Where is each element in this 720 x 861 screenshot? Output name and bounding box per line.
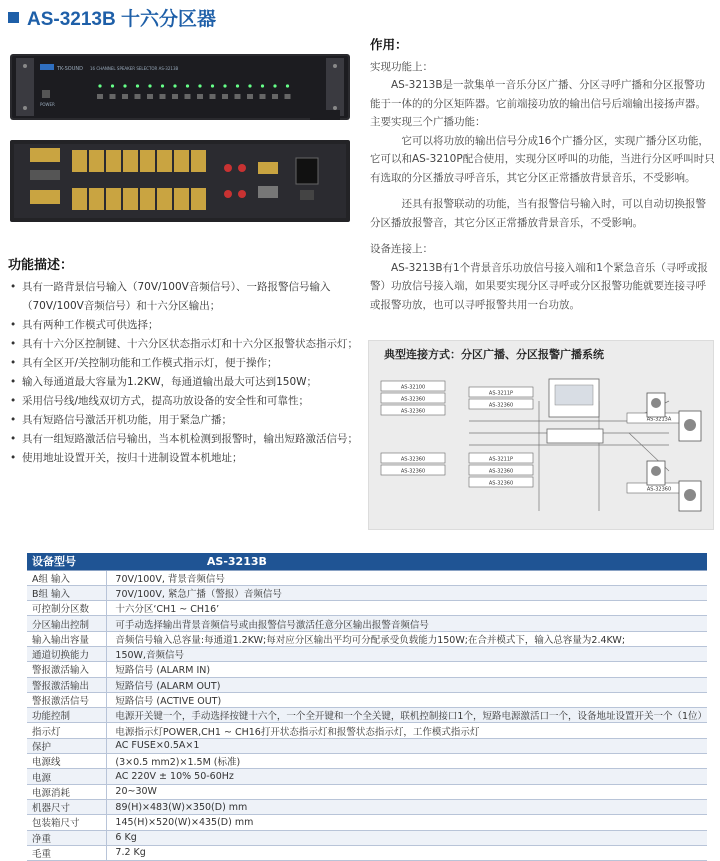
feature-text: 具有短路信号激活开机功能，用于紧急广播； [22,414,232,426]
title-square-icon [8,12,19,23]
channel-led-icon [148,84,151,87]
output-terminal-icon [174,150,189,172]
bullet-icon: • [10,433,17,445]
power-label-text: POWER [40,102,55,107]
feature-item [8,373,358,392]
channel-key-icon [122,94,128,99]
spec-row [27,631,707,646]
diagram-device-label: AS-32360 [488,468,514,475]
diagram-device-label: AS-32360 [400,396,426,403]
feature-item [8,278,358,316]
bullet-icon: • [10,376,17,388]
output-terminal-icon [157,188,172,210]
spec-row [27,784,707,799]
spec-label: 警报激活输出 [27,677,107,692]
channel-key-icon [272,94,278,99]
spec-row [27,769,707,784]
output-terminal-icon [72,188,87,210]
usage-sub-heading-connection: 设备连接上： [370,243,433,255]
functions-heading: 功能描述： [8,258,74,273]
channel-led-icon [211,84,214,87]
channel-key-icon [247,94,253,99]
usage-sub-heading-function: 实现功能上： [370,60,433,73]
feature-item [8,316,358,335]
channel-key-icon [135,94,141,99]
spec-label: 净重 [27,830,107,845]
channel-led-icon [98,84,101,87]
channel-led-icon [286,84,289,87]
output-terminal-icon [157,150,172,172]
spec-label: 电源消耗 [27,784,107,799]
spec-value: AC 220V ± 10% 50-60Hz [107,769,707,784]
spec-value: 145(H)×520(W)×435(D) mm [107,815,707,830]
spec-table-header-row [27,553,707,570]
spec-value: 89(H)×483(W)×350(D) mm [107,799,707,814]
spec-row [27,677,707,692]
feature-item [8,354,358,373]
channel-led-icon [248,84,251,87]
feature-text: 具有两种工作模式可供选择； [22,319,159,331]
spec-label: 功能控制 [27,708,107,723]
usage-paragraph-1: AS-3213B是一款集单一音乐分区广播、分区寻呼广播和分区报警功能于一体的的分区矩阵器。它前端接功放的输出信号后端输出接扬声器。主要实现三个广播功能： [370,79,706,128]
output-terminal-icon [191,188,206,210]
channel-key-icon [172,94,178,99]
spec-row [27,570,707,585]
spec-value: AC FUSE×0.5A×1 [107,738,707,753]
spec-label: 可控制分区数 [27,601,107,616]
channel-key-icon [185,94,191,99]
page-title-bar [8,6,216,28]
spec-value: 150W,音频信号 [107,646,707,661]
spec-value: 音频信号输入总容量:每通道1.2KW;每对应分区输出平均可分配承受负载能力150W;在合并模式下，输入总容量为2.4KW; [107,631,707,646]
channel-key-icon [285,94,291,99]
spec-table [27,553,707,861]
feature-text: 具有十六分区控制键、十六分区状态指示灯和十六分区报警状态指示灯； [22,338,358,350]
spec-row [27,708,707,723]
feature-text: 使用地址设置开关，按归十进制设置本机地址； [22,452,243,464]
diagram-device-label: AS-32360 [646,486,672,493]
output-terminal-icon [89,150,104,172]
spec-value: 电源开关键一个，手动选择按键十六个，一个全开键和一个全关键，联机控制接口1个，短路电源激活口一个，设备地址设置开关一个（1位） [107,708,707,723]
diagram-device-label: AS-32360 [400,468,426,475]
channel-led-icon [123,84,126,87]
spec-value: 20~30W [107,784,707,799]
spec-label: 电源 [27,769,107,784]
channel-key-icon [210,94,216,99]
spec-value: 电源指示灯POWER,CH1 ~ CH16打开状态指示灯和报警状态指示灯，工作模式指示灯 [107,723,707,738]
spec-label: B组 输入 [27,585,107,600]
feature-item [8,335,358,354]
output-terminal-icon [174,188,189,210]
spec-value: (3×0.5 mm2)×1.5M (标准) [107,754,707,769]
spec-label: 警报激活信号 [27,692,107,707]
spec-row [27,601,707,616]
usage-section [370,36,715,314]
spec-value: 70V/100V, 紧急广播（警报）音频信号 [107,585,707,600]
spec-value: 可手动选择输出背景音频信号或由报警信号激活任意分区输出报警音频信号 [107,616,707,631]
connection-diagram-drawing [369,341,715,531]
feature-text: 具有一路背景信号输入（70V/100V音频信号）、一路报警信号输入（70V/100V音频信号）和十六分区输出； [22,281,331,312]
device-rear-panel-image [10,140,350,222]
feature-list [8,278,358,468]
usage-heading: 作用： [370,37,408,52]
spec-value: 短路信号 (ACTIVE OUT) [107,692,707,707]
channel-key-icon [260,94,266,99]
feature-text: 具有全区开/关控制功能和工作模式指示灯，便于操作； [22,357,278,369]
output-terminal-icon [191,150,206,172]
diagram-device-label: AS-32360 [488,480,514,487]
spec-label: 包装箱尺寸 [27,815,107,830]
output-terminal-icon [106,150,121,172]
spec-row [27,845,707,860]
channel-led-icon [186,84,189,87]
feature-text: 采用信号线/地线双切方式，提高功放设备的安全性和可靠性； [22,395,310,407]
channel-led-icon [273,84,276,87]
page-title: AS-3213B 十六分区器 [27,8,216,30]
channel-led-icon [161,84,164,87]
channel-key-icon [235,94,241,99]
connection-diagram [368,340,714,530]
spec-label: 毛重 [27,845,107,860]
spec-label: 电源线 [27,754,107,769]
diagram-device-label: AS-32360 [400,456,426,463]
spec-row [27,616,707,631]
spec-row [27,692,707,707]
bullet-icon: • [10,338,17,350]
feature-text: 输入每通道最大容量为1.2KW，每通道输出最大可达到150W； [22,376,318,388]
feature-item [8,449,358,468]
channel-led-icon [173,84,176,87]
usage-paragraph-2: 它可以将功放的输出信号分成16个广播分区，实现广播分区功能，它可以和AS-3210P配合使用，实现分区呼叫的功能，当进行分区呼叫时只有选取的分区播放寻呼音乐，其它分区正常播放背景音乐，不受影响。 [370,134,715,184]
feature-item [8,411,358,430]
spec-value: 70V/100V, 背景音频信号 [107,570,707,585]
output-terminal-icon [72,150,87,172]
spec-row [27,585,707,600]
device-front-panel-image [10,40,350,132]
diagram-device-label: AS-3211P [488,390,514,397]
diagram-device-label: AS-3213A [646,416,672,423]
output-terminal-icon [123,150,138,172]
spec-value: 十六分区‘CH1 ~ CH16’ [107,601,707,616]
spec-row [27,646,707,661]
channel-key-icon [110,94,116,99]
spec-label: A组 输入 [27,570,107,585]
spec-value: 6 Kg [107,830,707,845]
channel-led-icon [261,84,264,87]
output-terminal-icon [123,188,138,210]
feature-text: 具有一组短路激活信号输出，当本机检测到报警时，输出短路激活信号； [22,433,358,445]
channel-key-icon [97,94,103,99]
output-terminal-icon [106,188,121,210]
output-terminal-icon [89,188,104,210]
channel-key-icon [222,94,228,99]
spec-header-value: AS-3213B [107,553,707,570]
spec-label: 警报激活输入 [27,662,107,677]
diagram-device-label: AS-32360 [488,402,514,409]
bullet-icon: • [10,414,17,426]
spec-value: 7.2 Kg [107,845,707,860]
output-terminal-icon [140,150,155,172]
channel-key-icon [160,94,166,99]
spec-row [27,738,707,753]
feature-item [8,430,358,449]
channel-led-icon [136,84,139,87]
channel-led-icon [223,84,226,87]
spec-label: 分区输出控制 [27,616,107,631]
output-terminal-icon [140,188,155,210]
spec-label: 通道切换能力 [27,646,107,661]
spec-label: 保护 [27,738,107,753]
bullet-icon: • [10,357,17,369]
spec-row [27,723,707,738]
front-brand-text: TK-SOUND [57,66,83,72]
feature-item [8,392,358,411]
spec-row [27,815,707,830]
spec-row [27,799,707,814]
bullet-icon: • [10,395,17,407]
usage-paragraph-4: AS-3213B有1个背景音乐功放信号接入端和1个紧急音乐（寻呼或报警）功放信号接入端，如果要实现分区寻呼或分区报警功能就要连接寻呼或报警功放，也可以寻呼报警共用一台功放。 [370,261,708,311]
spec-label: 输入输出容量 [27,631,107,646]
spec-value: 短路信号 (ALARM OUT) [107,677,707,692]
usage-paragraph-3: 还具有报警联动的功能，当有报警信号输入时，可以自动切换报警分区播放报警音，其它分区正常播放背景音乐，不受影响。 [370,198,706,229]
channel-led-icon [111,84,114,87]
spec-row [27,830,707,845]
diagram-title: 典型连接方式：分区广播、分区报警广播系统 [384,348,604,361]
diagram-device-label: AS-32360 [400,408,426,415]
diagram-device-label: AS-32100 [400,384,426,391]
spec-value: 短路信号 (ALARM IN) [107,662,707,677]
channel-led-icon [198,84,201,87]
bullet-icon: • [10,452,17,464]
spec-label: 指示灯 [27,723,107,738]
spec-header-label: 设备型号 [27,553,107,570]
spec-label: 机器尺寸 [27,799,107,814]
diagram-device-label: AS-3211P [488,456,514,463]
spec-row [27,662,707,677]
channel-led-icon [236,84,239,87]
front-model-text: 16 CHANNEL SPEAKER SELECTOR AS-3213B [90,66,179,71]
bullet-icon: • [10,281,17,293]
channel-key-icon [197,94,203,99]
channel-key-icon [147,94,153,99]
spec-row [27,754,707,769]
bullet-icon: • [10,319,17,331]
